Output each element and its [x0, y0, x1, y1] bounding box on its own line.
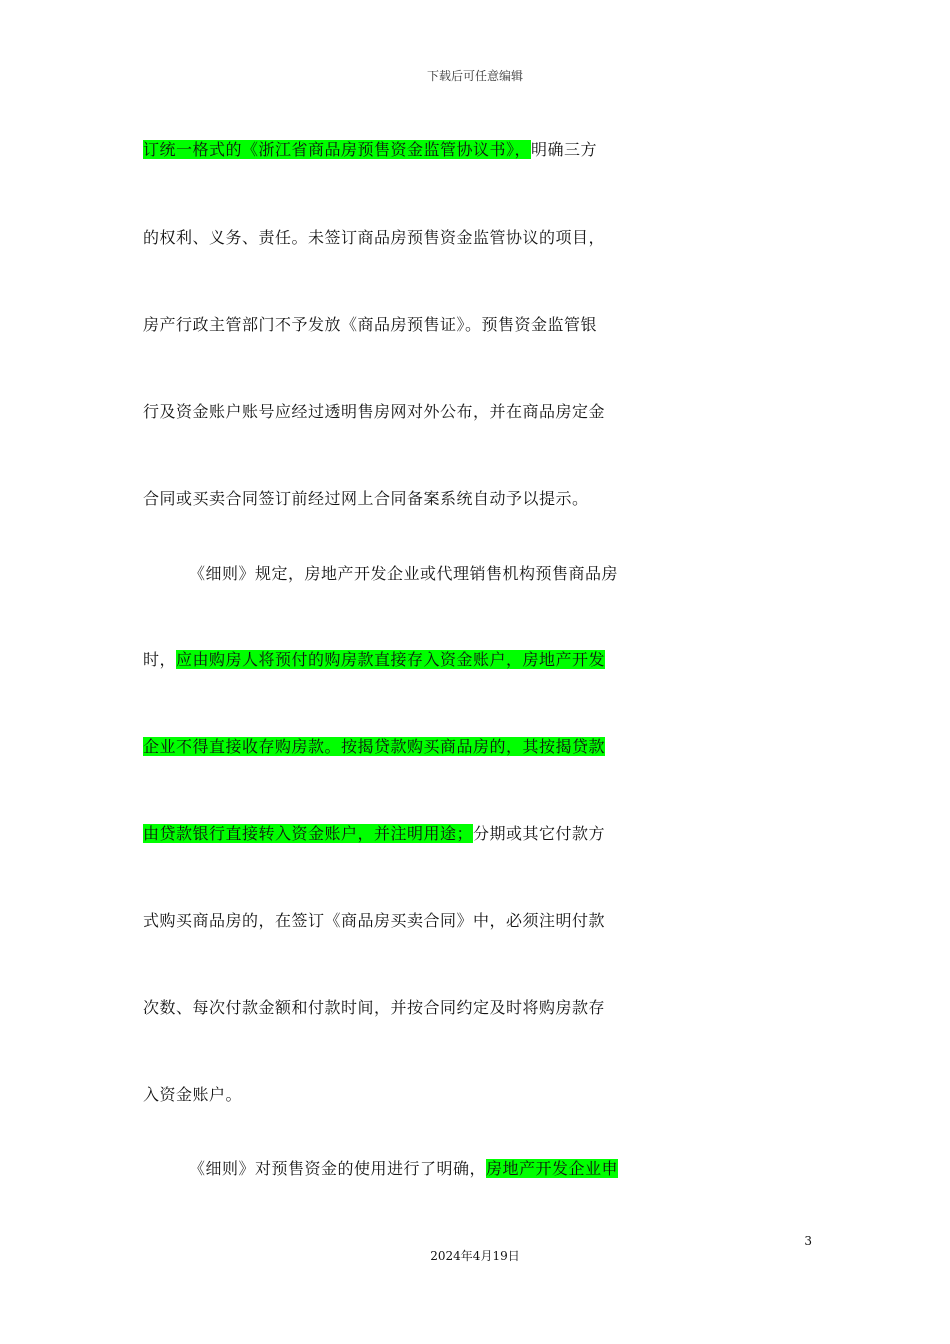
line-text: 的权利、义务、责任。未签订商品房预售资金监管协议的项目，	[143, 228, 606, 247]
body-line-3	[143, 307, 823, 343]
line-text: 式购买商品房的，在签订《商品房买卖合同》中，必须注明付款	[143, 911, 606, 930]
footer-date: 2024年4月19日	[430, 1249, 520, 1263]
highlighted-text: 房地产开发企业申	[486, 1159, 619, 1178]
body-line-2	[143, 220, 823, 256]
body-line-13	[189, 1151, 869, 1187]
body-line-9	[143, 816, 823, 852]
highlighted-text: 由贷款银行直接转入资金账户，并注明用途；	[143, 824, 474, 843]
highlighted-text: 订统一格式的《浙江省商品房预售资金监管协议书》，	[143, 140, 532, 159]
body-line-4	[143, 394, 823, 430]
line-text: 《细则》对预售资金的使用进行了明确，	[189, 1159, 487, 1178]
line-text: 行及资金账户账号应经过透明售房网对外公布，并在商品房定金	[143, 402, 606, 421]
body-line-6	[189, 556, 869, 592]
line-text: 入资金账户。	[143, 1085, 243, 1104]
line-text: 次数、每次付款金额和付款时间，并按合同约定及时将购房款存	[143, 998, 606, 1017]
body-line-1	[143, 132, 823, 168]
highlighted-text: 企业不得直接收存购房款。按揭贷款购买商品房的，其按揭贷款	[143, 737, 606, 756]
body-line-8	[143, 729, 823, 765]
line-text: 合同或买卖合同签订前经过网上合同备案系统自动予以提示。	[143, 489, 589, 508]
line-text: 房产行政主管部门不予发放《商品房预售证》。预售资金监管银	[143, 315, 598, 334]
line-text: 时，	[143, 650, 177, 669]
body-line-12	[143, 1077, 823, 1113]
body-line-5	[143, 481, 823, 517]
body-line-11	[143, 990, 823, 1026]
body-line-10	[143, 903, 823, 939]
line-text: 明确三方	[531, 140, 598, 159]
page-number: 3	[804, 1234, 812, 1248]
highlighted-text: 应由购房人将预付的购房款直接存入资金账户，房地产开发	[176, 650, 606, 669]
page-header: 下载后可任意编辑	[426, 69, 523, 83]
body-line-7	[143, 642, 823, 678]
line-text: 《细则》规定，房地产开发企业或代理销售机构预售商品房	[189, 564, 619, 583]
line-text: 分期或其它付款方	[473, 824, 606, 843]
